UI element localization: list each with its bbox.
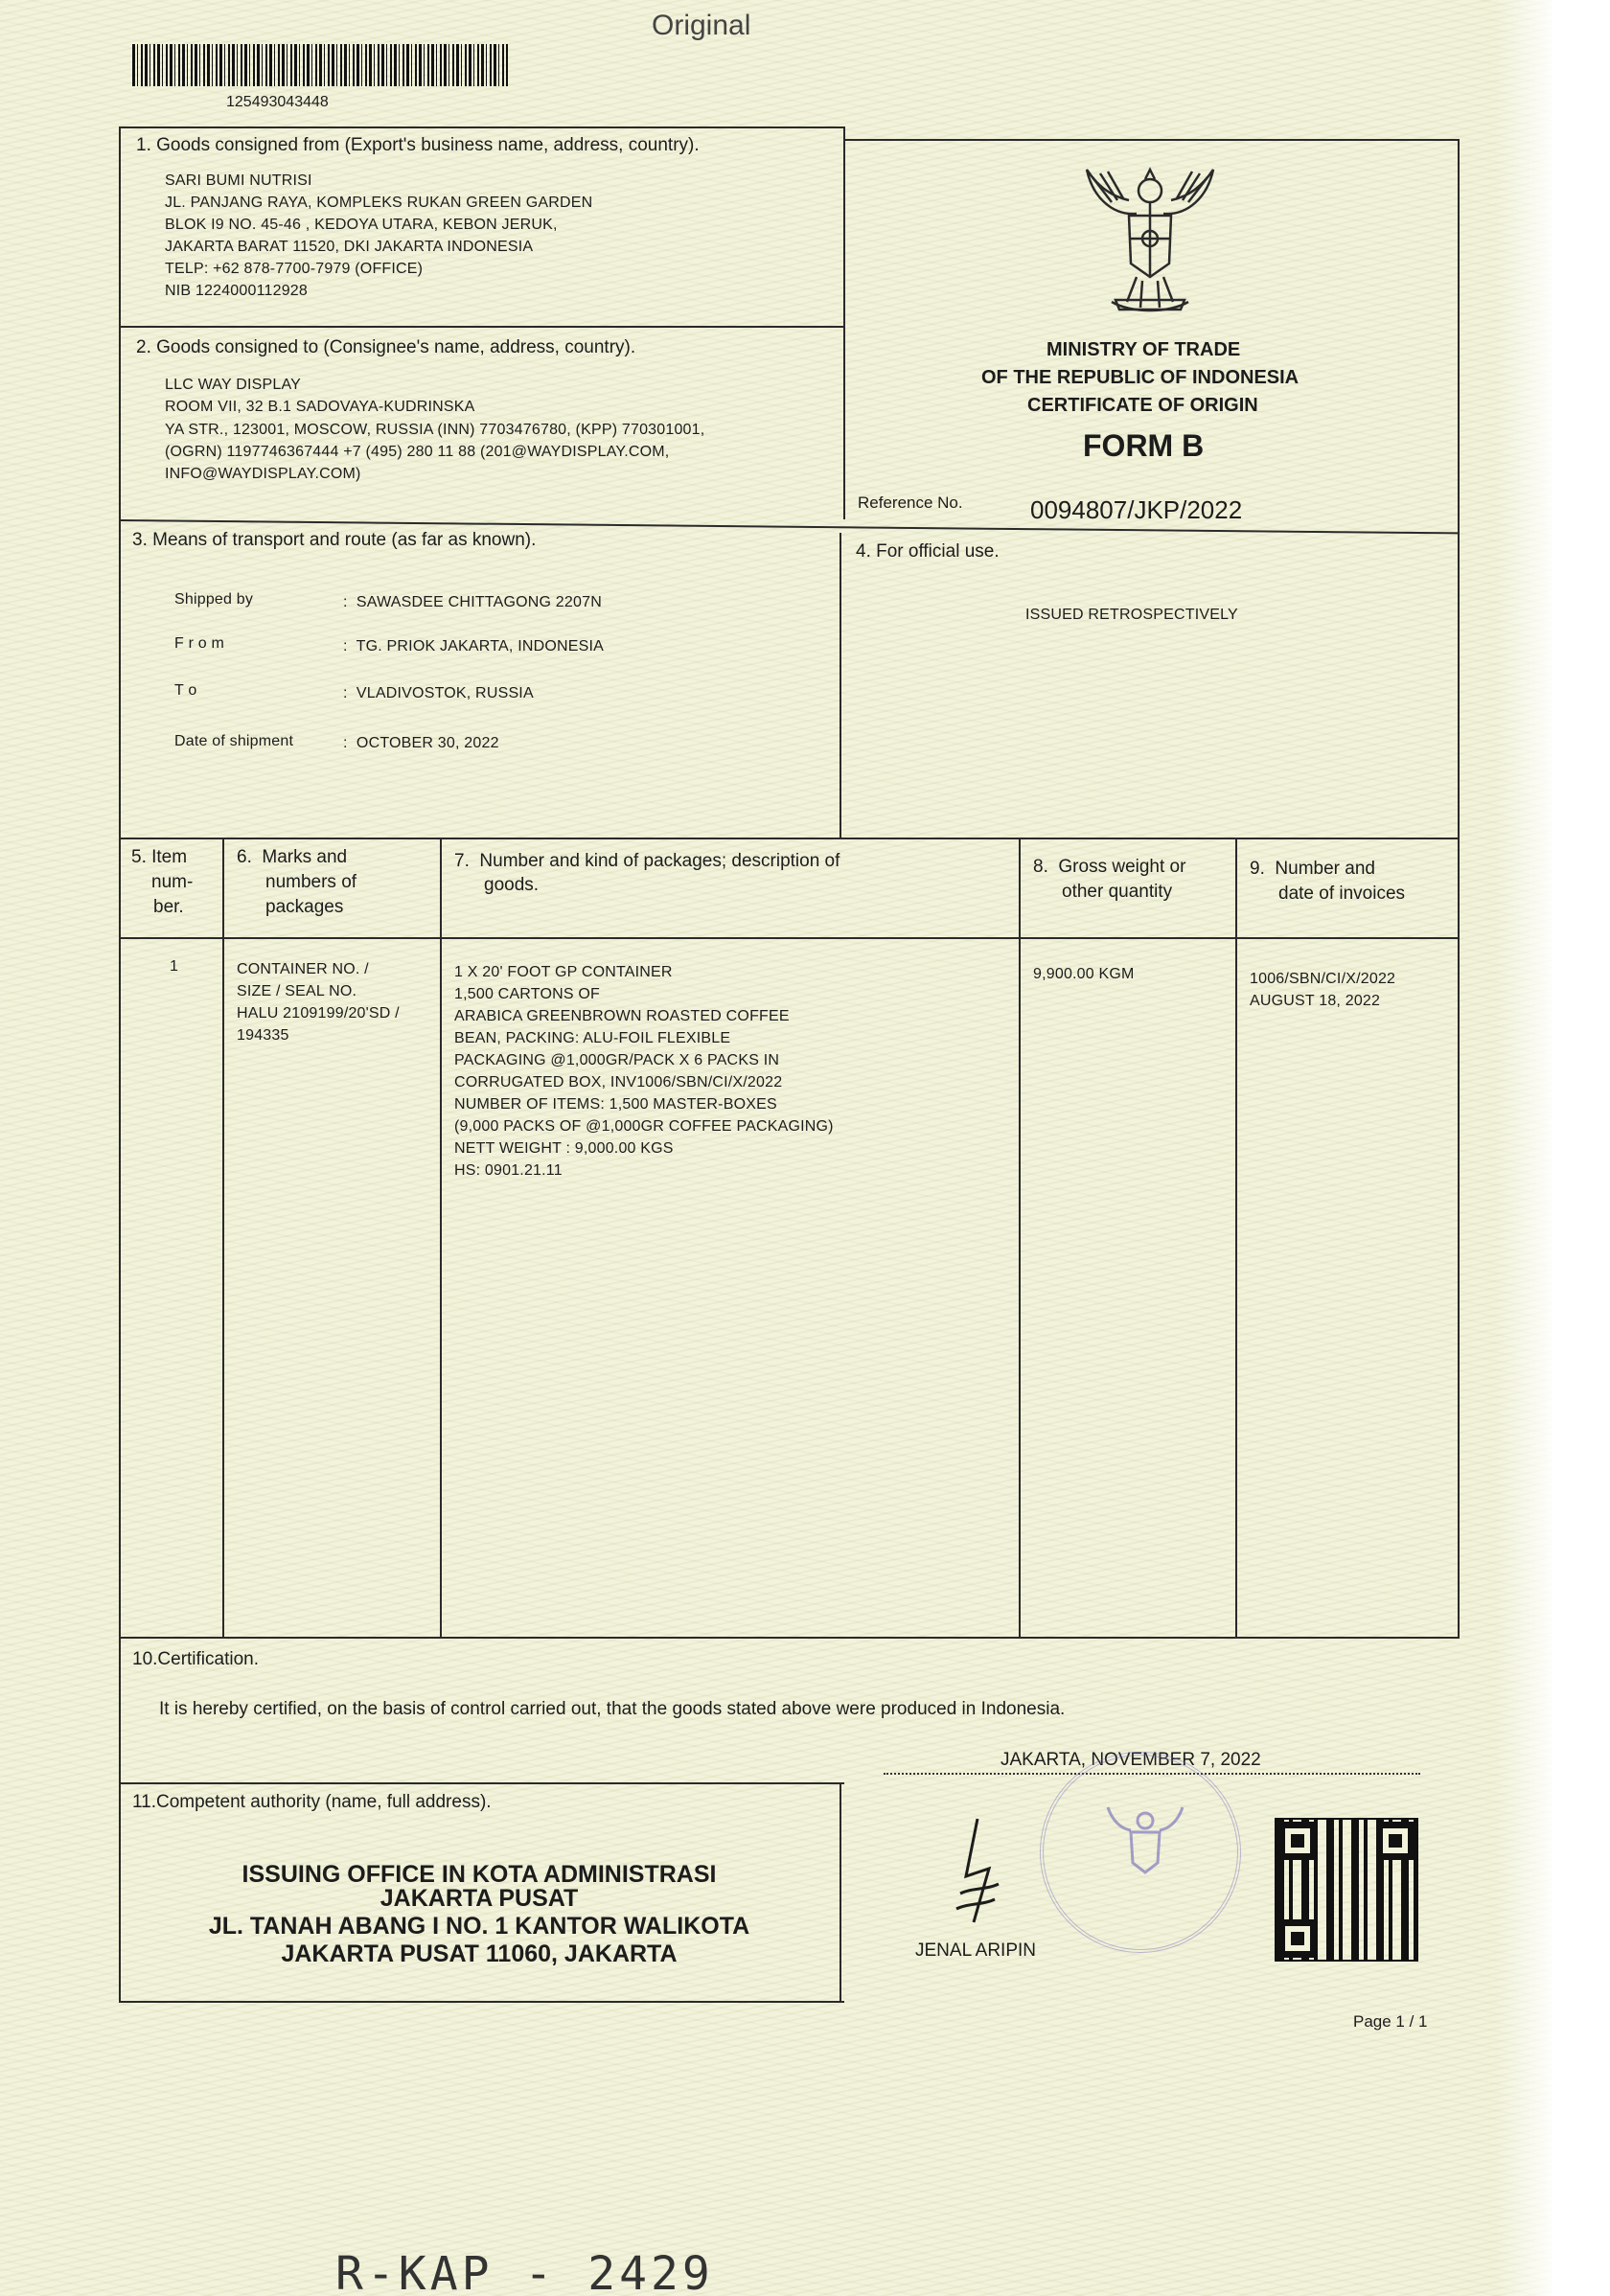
place-date: JAKARTA, NOVEMBER 7, 2022: [1000, 1750, 1261, 1770]
header-item: num-: [151, 872, 194, 892]
row-description: PACKAGING @1,000GR/PACK X 6 PACKS IN: [454, 1052, 780, 1068]
header-marks: numbers of: [265, 872, 357, 892]
header-marks: 6. Marks and: [237, 847, 348, 867]
shipment-date-value: : OCTOBER 30, 2022: [343, 735, 499, 751]
stamp-emblem-icon: [1102, 1802, 1188, 1888]
frame-top-left: [119, 126, 844, 128]
frame-right: [1458, 139, 1460, 1639]
barcode: [132, 44, 508, 86]
header-invoice: 9. Number and: [1250, 859, 1375, 879]
qr-finder-icon: [1278, 1822, 1317, 1860]
row-description: ARABICA GREENBROWN ROASTED COFFEE: [454, 1008, 790, 1024]
header-weight: 8. Gross weight or: [1033, 857, 1186, 877]
ministry-title: MINISTRY OF TRADE: [1046, 339, 1241, 360]
certificate-title: CERTIFICATE OF ORIGIN: [1027, 395, 1258, 416]
signatory-name: JENAL ARIPIN: [915, 1940, 1037, 1961]
row-description: 1,500 CARTONS OF: [454, 986, 600, 1002]
header-description: goods.: [484, 875, 540, 895]
paper-edge: [1495, 0, 1552, 2296]
frame-left: [119, 126, 121, 2003]
signature-icon: [939, 1809, 1016, 1934]
box1-line: SARI BUMI NUTRISI: [165, 172, 312, 189]
form-title: FORM B: [1083, 428, 1205, 463]
box2-line: (OGRN) 1197746367444 +7 (495) 280 11 88 (201@WAYDISPLAY.COM,: [165, 444, 670, 460]
shipment-date-key: Date of shipment: [174, 733, 294, 749]
authority-line: ISSUING OFFICE IN KOTA ADMINISTRASI: [242, 1861, 717, 1888]
row-marks: CONTAINER NO. /: [237, 961, 369, 977]
row-item-number: 1: [170, 958, 179, 975]
handwritten-reference: R-KAP - 2429: [335, 2247, 714, 2296]
box10-label: 10.Certification.: [132, 1649, 260, 1669]
certification-text: It is hereby certified, on the basis of control carried out, that the goods stated above were produced in Indonesia.: [159, 1699, 1066, 1719]
garuda-emblem-icon: [1073, 158, 1227, 321]
from-value: : TG. PRIOK JAKARTA, INDONESIA: [343, 638, 605, 654]
page-label: Page 1 / 1: [1353, 2012, 1428, 2031]
box1-line: TELP: +62 878-7700-7979 (OFFICE): [165, 261, 424, 277]
header-description: 7. Number and kind of packages; description of: [454, 851, 840, 871]
barcode-number: 125493043448: [226, 94, 329, 110]
row-invoice: AUGUST 18, 2022: [1250, 993, 1381, 1009]
authority-line: JAKARTA PUSAT 11060, JAKARTA: [281, 1940, 678, 1967]
box2-label: 2. Goods consigned to (Consignee's name, address, country).: [136, 337, 636, 357]
row-description: NETT WEIGHT : 9,000.00 KGS: [454, 1140, 674, 1157]
box2-line: INFO@WAYDISPLAY.COM): [165, 466, 361, 482]
divider-box34: [840, 533, 841, 839]
box11-label: 11.Competent authority (name, full address).: [132, 1792, 492, 1812]
row-invoice: 1006/SBN/CI/X/2022: [1250, 971, 1396, 987]
box3-label: 3. Means of transport and route (as far as known).: [132, 530, 537, 550]
authority-line: JAKARTA PUSAT: [380, 1885, 579, 1912]
header-marks: packages: [265, 897, 344, 917]
line-box1-bottom: [119, 326, 844, 328]
official-use-note: ISSUED RETROSPECTIVELY: [1025, 607, 1238, 623]
col-line-1: [222, 838, 224, 1638]
row-weight: 9,900.00 KGM: [1033, 966, 1135, 982]
box2-line: ROOM VII, 32 B.1 SADOVAYA-KUDRINSKA: [165, 399, 475, 415]
shipped-by-key: Shipped by: [174, 591, 254, 608]
header-item: ber.: [153, 897, 184, 917]
authority-address: [125, 1863, 834, 1966]
box1-line: JAKARTA BARAT 11520, DKI JAKARTA INDONESIA: [165, 239, 534, 255]
row-description: HS: 0901.21.11: [454, 1162, 563, 1179]
shipped-by-value: : SAWASDEE CHITTAGONG 2207N: [343, 594, 602, 610]
box2-line: YA STR., 123001, MOSCOW, RUSSIA (INN) 7703476780, (KPP) 770301001,: [165, 422, 705, 438]
qr-finder-icon: [1376, 1822, 1414, 1860]
republic-title: OF THE REPUBLIC OF INDONESIA: [981, 367, 1300, 388]
line-box3-bottom: [119, 838, 1459, 839]
box4-label: 4. For official use.: [856, 541, 1000, 562]
divider-box11: [840, 1782, 841, 2003]
reference-label: Reference No.: [858, 494, 963, 512]
line-box11-top: [119, 1782, 844, 1784]
authority-line: JL. TANAH ABANG I NO. 1 KANTOR WALIKOTA: [208, 1913, 750, 1940]
col-line-4: [1235, 838, 1237, 1638]
header-weight: other quantity: [1062, 882, 1173, 902]
divider-upper: [843, 126, 845, 519]
header-item: 5. Item: [131, 847, 188, 867]
row-description: (9,000 PACKS OF @1,000GR COFFEE PACKAGING): [454, 1118, 834, 1135]
row-description: BEAN, PACKING: ALU-FOIL FLEXIBLE: [454, 1030, 731, 1046]
line-header-bottom: [119, 937, 1459, 939]
to-key: T o: [174, 682, 197, 699]
box1-line: JL. PANJANG RAYA, KOMPLEKS RUKAN GREEN GARDEN: [165, 195, 593, 211]
row-description: 1 X 20' FOOT GP CONTAINER: [454, 964, 673, 980]
reference-value: 0094807/JKP/2022: [1030, 495, 1243, 524]
box1-line: NIB 1224000112928: [165, 283, 309, 299]
box2-line: LLC WAY DISPLAY: [165, 377, 302, 393]
row-description: CORRUGATED BOX, INV1006/SBN/CI/X/2022: [454, 1074, 783, 1091]
frame-bottom: [119, 2001, 844, 2003]
row-marks: SIZE / SEAL NO.: [237, 983, 357, 999]
row-marks: HALU 2109199/20'SD /: [237, 1005, 400, 1022]
col-line-2: [440, 838, 442, 1638]
row-description: NUMBER OF ITEMS: 1,500 MASTER-BOXES: [454, 1096, 777, 1113]
col-line-3: [1019, 838, 1021, 1638]
original-label: Original: [652, 10, 751, 41]
box1-line: BLOK I9 NO. 45-46 , KEDOYA UTARA, KEBON JERUK,: [165, 217, 558, 233]
to-value: : VLADIVOSTOK, RUSSIA: [343, 685, 534, 701]
qr-finder-icon: [1278, 1919, 1317, 1958]
from-key: F r o m: [174, 635, 225, 652]
row-marks: 194335: [237, 1027, 289, 1044]
header-invoice: date of invoices: [1278, 884, 1406, 904]
box1-label: 1. Goods consigned from (Export's business name, address, country).: [136, 135, 700, 155]
qr-code-icon: [1275, 1818, 1418, 1962]
frame-top-right: [844, 139, 1460, 141]
line-table-bottom: [119, 1637, 1459, 1639]
